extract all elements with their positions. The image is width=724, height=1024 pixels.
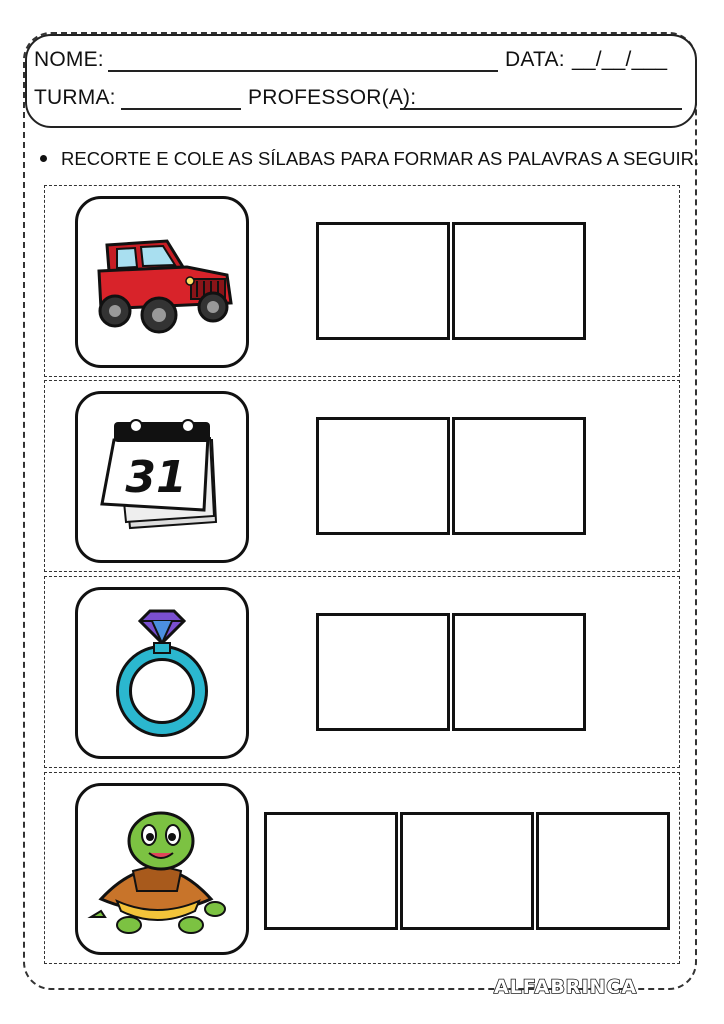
exercise-row-ring [44,576,680,768]
syllable-box[interactable] [452,613,586,731]
picture-box [75,196,249,368]
syllable-box[interactable] [400,812,534,930]
jeep-icon [87,227,237,337]
turtle-icon [87,799,237,939]
exercise-row-turtle [44,772,680,964]
class-label: TURMA: [34,86,116,109]
syllable-boxes [264,812,670,930]
name-field[interactable] [108,70,498,72]
date-label: DATA: [505,48,565,71]
calendar-number: 31 [125,452,187,503]
syllable-boxes [316,417,586,535]
date-field[interactable]: __/__/___ [572,48,668,71]
instruction-label: RECORTE E COLE AS SÍLABAS PARA FORMAR AS PALAVRAS A SEGUIR. [61,148,700,169]
picture-box [75,391,249,563]
syllable-box[interactable] [316,417,450,535]
syllable-box[interactable] [536,812,670,930]
class-field[interactable] [121,108,241,110]
exercise-row-calendar [44,380,680,572]
ring-icon [102,603,222,743]
syllable-box[interactable] [316,222,450,340]
name-label: NOME: [34,48,104,71]
teacher-label: PROFESSOR(A): [248,86,417,109]
teacher-field[interactable] [400,108,682,110]
calendar-icon [92,412,232,542]
syllable-box[interactable] [452,417,586,535]
syllable-box[interactable] [452,222,586,340]
syllable-box[interactable] [316,613,450,731]
syllable-boxes [316,613,586,731]
syllable-box[interactable] [264,812,398,930]
instruction-text [40,148,699,170]
syllable-boxes [316,222,586,340]
picture-box [75,783,249,955]
brand-logo: ALFABRINCA [494,976,638,998]
bullet-icon [40,155,47,162]
exercise-row-jeep [44,185,680,377]
picture-box [75,587,249,759]
